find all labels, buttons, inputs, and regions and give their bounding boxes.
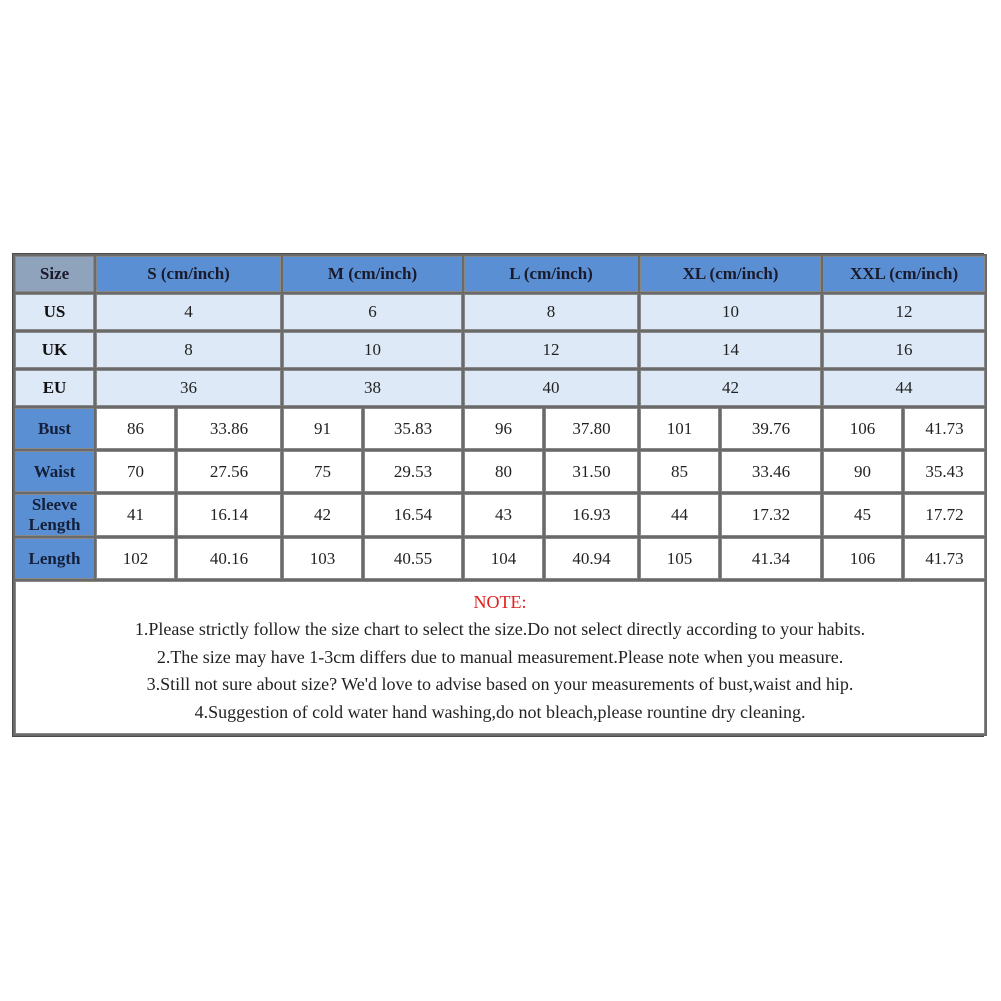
size-value: 10 <box>283 332 462 368</box>
size-table <box>13 254 987 736</box>
inch-value: 17.72 <box>904 494 985 536</box>
cm-value: 44 <box>640 494 719 536</box>
notes-section <box>15 581 985 734</box>
inch-value: 41.73 <box>904 538 985 579</box>
size-value: 8 <box>464 294 638 330</box>
size-header: Size <box>15 256 94 292</box>
cm-value: 105 <box>640 538 719 579</box>
row-label: US <box>15 294 94 330</box>
inch-value: 41.73 <box>904 408 985 449</box>
inch-value: 40.55 <box>364 538 462 579</box>
cm-value: 85 <box>640 451 719 492</box>
cm-value: 42 <box>283 494 362 536</box>
cm-value: 70 <box>96 451 175 492</box>
inch-value: 29.53 <box>364 451 462 492</box>
size-column-header: S (cm/inch) <box>96 256 281 292</box>
cm-value: 101 <box>640 408 719 449</box>
conversion-row <box>15 370 985 406</box>
size-column-header: XL (cm/inch) <box>640 256 821 292</box>
size-column-header: XXL (cm/inch) <box>823 256 985 292</box>
inch-value: 33.86 <box>177 408 281 449</box>
inch-value: 16.93 <box>545 494 638 536</box>
inch-value: 41.34 <box>721 538 821 579</box>
size-value: 4 <box>96 294 281 330</box>
cm-value: 75 <box>283 451 362 492</box>
cm-value: 103 <box>283 538 362 579</box>
size-value: 16 <box>823 332 985 368</box>
row-label: Bust <box>15 408 94 449</box>
cm-value: 90 <box>823 451 902 492</box>
cm-value: 106 <box>823 538 902 579</box>
cm-value: 96 <box>464 408 543 449</box>
note-item: 4.Suggestion of cold water hand washing,do not bleach,please rountine dry cleaning. <box>194 701 806 722</box>
size-value: 12 <box>823 294 985 330</box>
conversion-row <box>15 294 985 330</box>
row-label: EU <box>15 370 94 406</box>
notes-row <box>15 581 985 734</box>
size-column-header: L (cm/inch) <box>464 256 638 292</box>
size-value: 10 <box>640 294 821 330</box>
inch-value: 33.46 <box>721 451 821 492</box>
conversion-row <box>15 332 985 368</box>
inch-value: 40.94 <box>545 538 638 579</box>
row-label: UK <box>15 332 94 368</box>
cm-value: 43 <box>464 494 543 536</box>
inch-value: 16.54 <box>364 494 462 536</box>
cm-value: 86 <box>96 408 175 449</box>
measurement-row <box>15 408 985 449</box>
cm-value: 106 <box>823 408 902 449</box>
size-value: 12 <box>464 332 638 368</box>
cm-value: 45 <box>823 494 902 536</box>
inch-value: 27.56 <box>177 451 281 492</box>
inch-value: 37.80 <box>545 408 638 449</box>
note-item: 1.Please strictly follow the size chart to select the size.Do not select directly according to your habits. <box>134 619 866 640</box>
inch-value: 31.50 <box>545 451 638 492</box>
measurement-row <box>15 538 985 579</box>
header-row <box>15 256 985 292</box>
measurement-row <box>15 494 985 536</box>
cm-value: 80 <box>464 451 543 492</box>
measurement-row <box>15 451 985 492</box>
size-value: 8 <box>96 332 281 368</box>
size-value: 38 <box>283 370 462 406</box>
cm-value: 41 <box>96 494 175 536</box>
inch-value: 35.43 <box>904 451 985 492</box>
size-value: 14 <box>640 332 821 368</box>
note-item: 2.The size may have 1-3cm differs due to manual measurement.Please note when you measure. <box>156 646 844 667</box>
note-item: 3.Still not sure about size? We'd love to advise based on your measurements of bust,waist and hip. <box>146 674 854 695</box>
inch-value: 17.32 <box>721 494 821 536</box>
row-label: Length <box>15 538 94 579</box>
inch-value: 16.14 <box>177 494 281 536</box>
inch-value: 35.83 <box>364 408 462 449</box>
size-value: 42 <box>640 370 821 406</box>
cm-value: 104 <box>464 538 543 579</box>
size-value: 40 <box>464 370 638 406</box>
inch-value: 39.76 <box>721 408 821 449</box>
size-value: 6 <box>283 294 462 330</box>
size-chart <box>12 253 984 737</box>
size-column-header: M (cm/inch) <box>283 256 462 292</box>
size-value: 36 <box>96 370 281 406</box>
cm-value: 91 <box>283 408 362 449</box>
row-label: Sleeve Length <box>15 494 94 536</box>
inch-value: 40.16 <box>177 538 281 579</box>
row-label: Waist <box>15 451 94 492</box>
size-value: 44 <box>823 370 985 406</box>
note-title: NOTE: <box>473 591 527 612</box>
cm-value: 102 <box>96 538 175 579</box>
